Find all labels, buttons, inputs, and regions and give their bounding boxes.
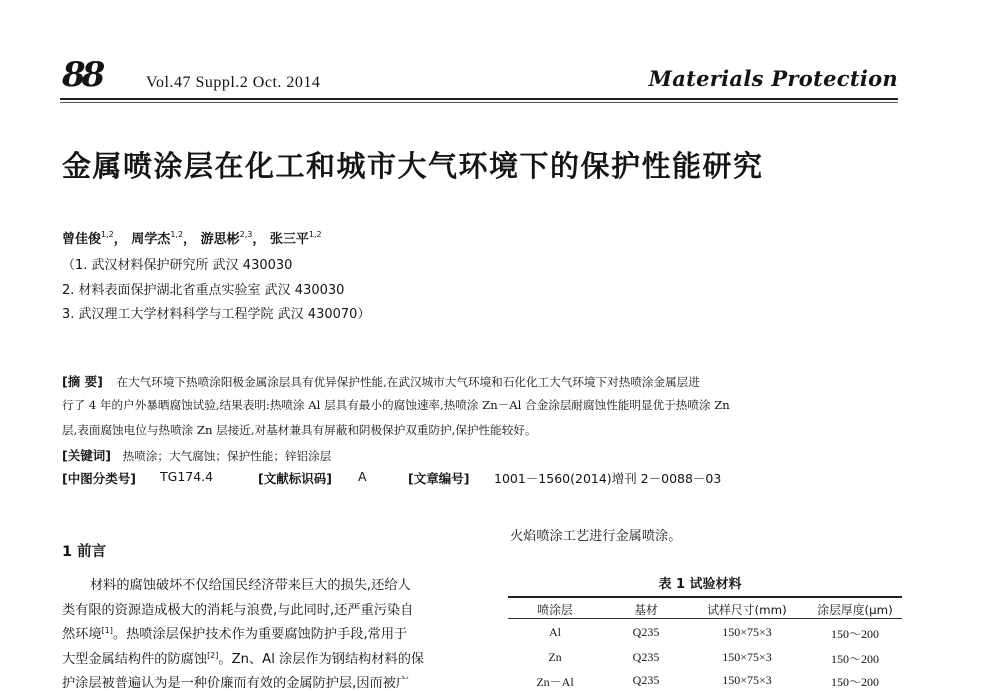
doc-code-label: [文献标识码] <box>258 471 332 486</box>
keywords-text: 热喷涂；大气腐蚀；保护性能；锌铝涂层 <box>122 449 332 463</box>
author-separator: ， <box>183 232 197 247</box>
header-rule-thin <box>60 102 898 103</box>
body-line: 火焰喷涂工艺进行金属喷涂。 <box>510 529 682 544</box>
body-text: 然环境 <box>62 627 102 642</box>
article-title: 金属喷涂层在化工和城市大气环境下的保护性能研究 <box>62 149 764 183</box>
table-cell: 150×75×3 <box>722 650 772 664</box>
body-text: 。热喷涂层保护技术作为重要腐蚀防护手段,常用于 <box>112 627 408 642</box>
journal-name: Materials Protection <box>648 66 898 91</box>
table-header: 喷涂层 <box>537 603 573 617</box>
article-number-value: 1001－1560(2014)增刊 2－0088－03 <box>494 471 722 486</box>
header-rule <box>60 98 898 100</box>
body-line: 材料的腐蚀破坏不仅给国民经济带来巨大的损失,还给人 <box>90 578 411 593</box>
body-line <box>62 648 424 667</box>
page-number: 88 <box>62 55 102 95</box>
table-top-rule <box>508 596 902 598</box>
clc-label: [中图分类号] <box>62 471 136 486</box>
table-header-rule <box>508 618 902 619</box>
author-affiliation-mark: 1,2 <box>170 230 184 239</box>
volume-info: Vol.47 Suppl.2 Oct. 2014 <box>146 74 321 91</box>
table-header: 试样尺寸(mm) <box>707 603 787 617</box>
body-line <box>62 623 407 642</box>
table-caption: 表 1 试验材料 <box>658 577 742 592</box>
abstract-line <box>62 372 700 390</box>
table-cell: Q235 <box>632 650 660 664</box>
table-cell: 150～200 <box>830 627 879 641</box>
table-cell: Q235 <box>632 673 660 687</box>
table-cell: Al <box>549 625 561 639</box>
author-affiliation-mark: 1,2 <box>101 230 114 239</box>
clc-value: TG174.4 <box>160 469 214 484</box>
citation: [2] <box>207 651 219 660</box>
body-text: 。Zn、Al 涂层作为钢结构材料的保 <box>218 652 425 667</box>
abstract-line: 行了 4 年的户外暴晒腐蚀试验,结果表明:热喷涂 Al 层具有最小的腐蚀速率,热喷涂 Zn－Al 合金涂层耐腐蚀性能明显优于热喷涂 Zn <box>62 398 730 412</box>
author-name: 游思彬 <box>200 232 240 247</box>
body-line: 类有限的资源造成极大的消耗与浪费,与此同时,还严重污染自 <box>62 603 414 618</box>
table-cell: Zn <box>548 650 562 664</box>
abstract-text: 在大气环境下热喷涂阳极金属涂层具有优异保护性能,在武汉城市大气环境和石化化工大气环境下对热喷涂金属层进 <box>116 375 700 389</box>
keywords-line <box>62 446 331 464</box>
table-cell: Q235 <box>632 625 660 639</box>
author-name: 张三平 <box>269 232 309 247</box>
table-cell: Zn－Al <box>536 675 574 689</box>
table-cell: 150×75×3 <box>722 625 772 639</box>
author-list <box>62 228 322 247</box>
author-affiliation-mark: 2,3 <box>239 230 253 239</box>
author-separator: ， <box>252 232 266 247</box>
doc-code-value: A <box>358 469 367 484</box>
table-header: 涂层厚度(μm) <box>817 603 893 617</box>
body-text: 大型金属结构件的防腐蚀 <box>62 652 208 667</box>
affiliation-line: 2. 材料表面保护湖北省重点实验室 武汉 430030 <box>62 283 345 298</box>
table-cell: 150×75×3 <box>722 673 772 687</box>
body-line: 护涂层被普遍认为是一种价廉而有效的金属防护层,因而被广 <box>62 676 410 691</box>
citation: [1] <box>101 626 113 635</box>
author-name: 周学杰 <box>131 232 171 247</box>
affiliation-line: （1. 武汉材料保护研究所 武汉 430030 <box>62 258 293 273</box>
keywords-label: [关键词] <box>62 448 111 463</box>
section-heading: 1 前言 <box>62 544 107 560</box>
table-cell: 150～200 <box>830 675 879 689</box>
article-number-label: [文章编号] <box>408 471 470 486</box>
abstract-label: [摘 要] <box>62 374 103 389</box>
table-header: 基材 <box>634 603 658 617</box>
affiliation-line: 3. 武汉理工大学材料科学与工程学院 武汉 430070） <box>62 307 371 322</box>
abstract-line: 层,表面腐蚀电位与热喷涂 Zn 层接近,对基材兼具有屏蔽和阴极保护双重防护,保护性能较好。 <box>62 423 537 437</box>
author-name: 曾佳俊 <box>62 232 102 247</box>
table-cell: 150～200 <box>830 652 879 666</box>
author-affiliation-mark: 1,2 <box>308 230 322 239</box>
author-separator: ， <box>113 232 127 247</box>
